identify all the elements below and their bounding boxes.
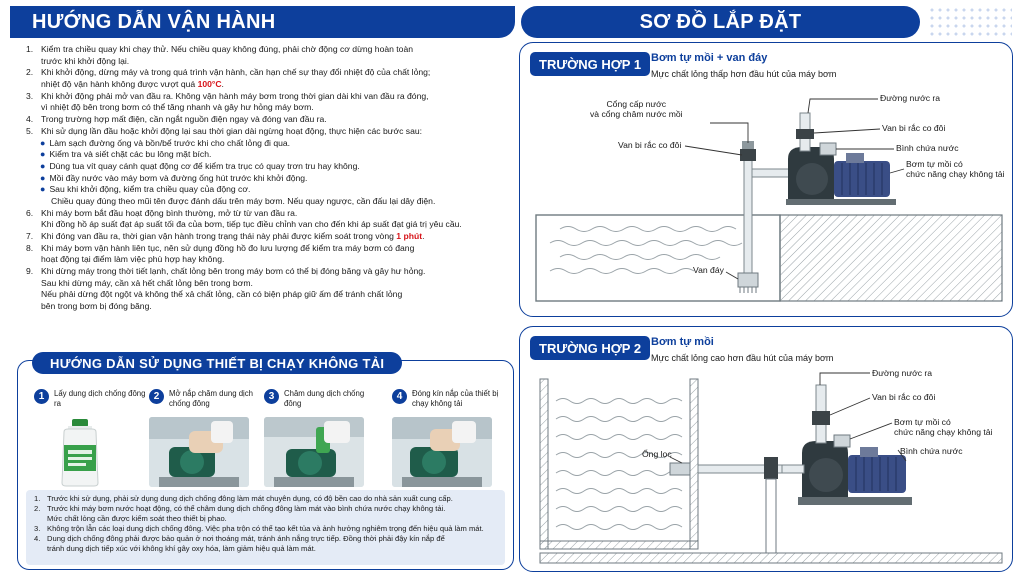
step-text: Khi đồng hồ áp suất đạt áp suất tối đa của bơm, tiếp tục điều chỉnh van cho đến khi áp suất đạt giá trị yêu cầu. <box>41 219 462 230</box>
step-number: 3. <box>26 90 34 101</box>
label-strainer: Ống lọc <box>642 449 672 459</box>
step-item <box>26 266 526 313</box>
step-text: Khi máy bơm bắt đầu hoạt động bình thường, mở từ từ van đầu ra. <box>41 207 298 218</box>
bullet-text: Làm sạch đường ống và bồn/bể trước khi cho chất lỏng đi qua. <box>49 137 291 148</box>
note-item <box>34 524 497 534</box>
step-text <box>41 79 430 91</box>
guide-step-number: 3 <box>264 389 279 404</box>
case-2-subtitle: Mực chất lỏng cao hơn đầu hút của máy bơm <box>651 353 834 363</box>
step-text: Trong trường hợp mất điện, cần ngắt nguồn điện ngay và đóng van đầu ra. <box>41 114 327 125</box>
case-1-installation-diagram <box>520 43 1013 317</box>
step-number: 9. <box>26 266 34 277</box>
step-item <box>26 126 526 138</box>
bullet-text: Sau khi khởi động, kiểm tra chiều quay của động cơ. <box>49 184 251 195</box>
label-check-valve: Van bi rắc co đôi <box>872 392 936 402</box>
dry-run-notes <box>26 490 505 565</box>
bullet-item <box>26 138 526 150</box>
step-text: vì nhiệt độ bên trong bơm có thể tăng nhanh và gây hư hỏng máy bơm. <box>41 102 314 113</box>
label-line: Bơm tự mồi có <box>894 417 951 427</box>
label-outlet: Đường nước ra <box>880 93 941 103</box>
bullet-icon: ● <box>40 184 46 195</box>
step-item <box>26 208 526 231</box>
guide-step-caption: Lấy dung dịch chống đông ra <box>54 389 146 409</box>
step-number: 4. <box>26 114 34 125</box>
step-item <box>26 91 526 114</box>
note-text: Không trộn lẫn các loại dung dịch chống đông. Việc pha trộn có thể tạo kết tủa và ảnh hưởng nghiêm trọng đến hiệu quả làm mát. <box>47 524 484 534</box>
operation-steps <box>26 44 526 313</box>
guide-step-number: 1 <box>34 389 49 404</box>
operation-guide-title: HƯỚNG DẪN VẬN HÀNH <box>32 10 276 33</box>
bullet-text: Dùng tua vít quay cánh quạt động cơ để kiểm tra trục có quay trơn tru hay không. <box>49 160 360 171</box>
guide-step-number: 4 <box>392 389 407 404</box>
guide-step-caption: Châm dung dịch chống đông <box>284 389 365 409</box>
bullet-continuation: Chiều quay đúng theo mũi tên được đánh dấu trên máy bơm. Nếu quay ngược, cần đấu lại dây điện. <box>51 195 436 206</box>
step-item <box>26 67 526 90</box>
bullet-text: Mồi đầy nước vào máy bơm và đường ống hút trước khi khởi động. <box>49 172 308 183</box>
operation-guide-header <box>10 6 515 38</box>
label-foot-valve: Van đáy <box>693 265 724 275</box>
open-cap-photo <box>149 417 249 487</box>
bullet-icon: ● <box>40 137 46 148</box>
step-number: 5. <box>26 125 34 136</box>
step-text-part: Khi đóng van đầu ra, thời gian vận hành trong trạng thái này phải được kiểm soát trong vòng <box>41 231 397 241</box>
label-line: và cổng châm nước mồi <box>590 109 683 120</box>
step-text: Khi dừng máy trong thời tiết lạnh, chất lỏng bên trong máy bơm có thể bị đóng băng và gây hư hỏng. <box>41 266 426 277</box>
note-number: 1. <box>34 494 41 503</box>
step-item <box>26 44 526 67</box>
bullet-item <box>26 173 526 185</box>
case-2-title: Bơm tự mồi <box>651 336 714 348</box>
step-text: Khi sử dụng lần đầu hoặc khởi động lại sau thời gian dài ngừng hoạt động, thực hiện các bước sau: <box>41 125 423 136</box>
note-item <box>34 494 497 504</box>
step-text-part: . <box>221 79 224 90</box>
case-2-panel <box>519 326 1013 572</box>
label-water-tank: Bình chứa nước <box>900 446 963 456</box>
step-text: Sau khi dừng máy, cần xả hết chất lỏng bên trong bơm. <box>41 277 253 288</box>
note-text: Trước khi máy bơm nước hoạt động, có thể châm dung dịch chống đông làm mát vào bình chứa nước chạy không tải. <box>47 504 446 514</box>
label-self-priming-pump <box>894 417 992 438</box>
step-text: Khi khởi động phải mở van đầu ra. Không vận hành máy bơm trong thời gian dài khi van đầu ra đóng, <box>41 90 429 101</box>
guide-step-number: 2 <box>149 389 164 404</box>
label-check-valve-left: Van bi rắc co đôi <box>618 140 682 150</box>
label-self-priming-pump <box>906 159 1004 180</box>
step-item <box>26 231 526 243</box>
label-line: chức năng chạy không tải <box>894 427 993 438</box>
label-check-valve-right: Van bi rắc co đôi <box>882 123 946 133</box>
label-priming-port <box>590 99 683 120</box>
step-text: Khi khởi động, dừng máy và trong quá trình vận hành, cần hạn chế sự thay đổi nhiệt độ của chất lỏng; <box>41 67 431 78</box>
bullet-item <box>26 161 526 173</box>
label-water-tank: Bình chứa nước <box>896 143 959 153</box>
bullet-icon: ● <box>40 149 46 160</box>
note-text: tránh dung dịch tiếp xúc với không khí gây oxy hóa, làm giảm hiệu quả làm mát. <box>47 544 316 554</box>
step-number: 2. <box>26 67 34 78</box>
dry-run-guide-panel <box>17 355 514 570</box>
case-1-title: Bơm tự mồi + van đáy <box>651 52 768 64</box>
step-text-part: . <box>422 231 425 241</box>
note-text: Mức chất lỏng cần được kiểm soát theo thiết bị phao. <box>47 514 227 524</box>
label-line: Cổng cấp nước <box>606 99 667 109</box>
bullet-icon: ● <box>40 172 46 183</box>
fill-antifreeze-photo <box>264 417 364 487</box>
case-1-panel <box>519 42 1013 317</box>
step-text: Kiểm tra chiều quay khi chạy thử. Nếu chiều quay không đúng, phải chờ động cơ dừng hoàn toàn <box>41 44 414 54</box>
bullet-item <box>26 149 526 161</box>
label-line: chức năng chạy không tải <box>906 169 1005 180</box>
bullet-icon: ● <box>40 160 46 171</box>
note-number: 2. <box>34 504 41 514</box>
closed-valve-time-limit: 1 phút <box>396 231 423 241</box>
step-number: 7. <box>26 231 34 241</box>
step-number: 1. <box>26 44 34 54</box>
note-item <box>34 534 497 554</box>
installation-diagram-title: SƠ ĐỒ LẮP ĐẶT <box>639 10 802 33</box>
step-number: 8. <box>26 242 34 253</box>
step-text: trước khi khởi động lại. <box>41 55 130 66</box>
note-item <box>34 504 497 524</box>
step-text-part: nhiệt độ vận hành không được vượt quá <box>41 79 198 90</box>
antifreeze-bottle-photo <box>34 417 134 487</box>
case-1-badge: TRƯỜNG HỢP 1 <box>530 52 650 76</box>
step-item <box>26 243 526 266</box>
note-number: 3. <box>34 524 41 534</box>
max-temperature: 100°C <box>197 79 222 90</box>
step-item <box>26 114 526 126</box>
label-outlet: Đường nước ra <box>872 368 933 378</box>
step-text: Khi máy bơm vận hành liên tục, nên sử dụng đồng hồ đo lưu lượng để kiểm tra máy bơm có đang <box>41 242 415 253</box>
bullet-text: Kiểm tra và siết chặt các bu lông mặt bích. <box>49 149 212 160</box>
guide-step-caption: Đóng kín nắp của thiết bị chạy không tải <box>412 389 499 409</box>
dry-run-guide-title: HƯỚNG DẪN SỬ DỤNG THIẾT BỊ CHẠY KHÔNG TẢI <box>32 352 402 374</box>
label-line: Bơm tự mồi có <box>906 159 963 169</box>
case-2-badge: TRƯỜNG HỢP 2 <box>530 336 650 360</box>
installation-diagram-header <box>521 6 920 38</box>
note-text: Trước khi sử dụng, phải sử dụng dung dịch chống đông làm mát chuyên dụng, có độ bền cao do nhà sản xuất cung cấp. <box>47 494 453 503</box>
close-cap-photo <box>392 417 492 487</box>
note-number: 4. <box>34 534 41 544</box>
note-text: Dung dịch chống đông phải được bảo quản ở nơi thoáng mát, tránh ánh nắng trực tiếp. Đồng thời phải đậy kín nắp để <box>47 534 445 544</box>
step-text: Nếu phải dừng đột ngột và không thể xả chất lỏng, cần có biện pháp giữ ấm để tránh chất lỏng <box>41 289 403 300</box>
bullet-item <box>26 184 526 196</box>
case-1-subtitle: Mực chất lỏng thấp hơn đầu hút của máy bơm <box>651 69 837 79</box>
dot-pattern-decoration <box>928 6 1012 38</box>
step-text: hoạt động tại điểm làm việc phù hợp hay không. <box>41 254 225 265</box>
step-number: 6. <box>26 207 34 218</box>
guide-step-caption: Mở nắp chăm dung dịch chống đông <box>169 389 253 409</box>
step-text: bên trong bơm bị đóng băng. <box>41 301 152 312</box>
